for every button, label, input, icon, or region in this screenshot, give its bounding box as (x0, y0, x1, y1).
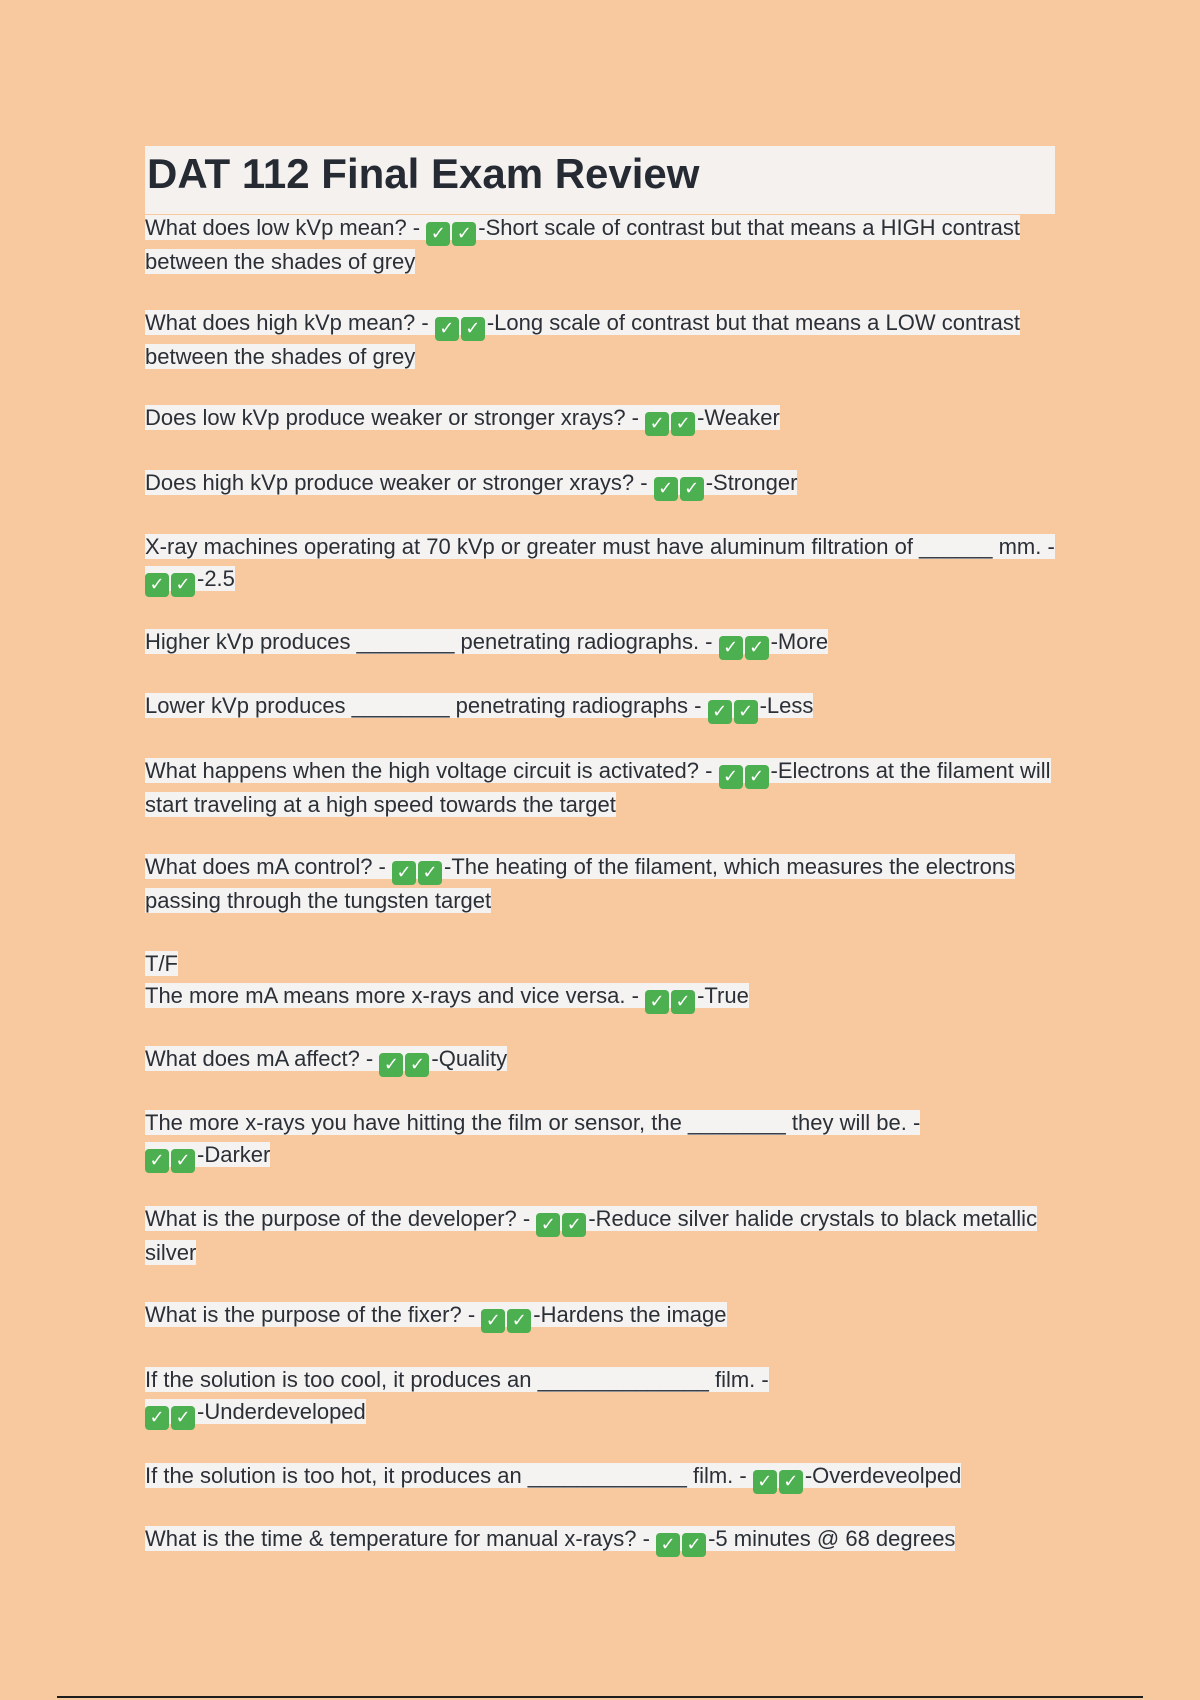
check-icon: ✓ (708, 700, 732, 724)
question-text: What is the purpose of the developer? - (145, 1206, 537, 1231)
check-icon: ✓ (507, 1309, 531, 1333)
qa-item-10 (145, 948, 1065, 1014)
answer-text: -Hardens the image (533, 1302, 727, 1327)
question-text: What does high kVp mean? - (145, 310, 435, 335)
question-text: What does mA affect? - (145, 1046, 380, 1071)
question-text: What is the time & temperature for manual x-rays? - (145, 1526, 657, 1551)
check-icon: ✓ (645, 990, 669, 1014)
question-text: The more x-rays you have hitting the film or sensor, the ________ they will be. - (145, 1110, 921, 1135)
answer-text: -True (697, 983, 749, 1008)
check-icon: ✓ (481, 1309, 505, 1333)
check-icon: ✓ (461, 317, 485, 341)
qa-item-1 (145, 212, 1065, 278)
qa-item-4 (145, 467, 1065, 501)
check-icon: ✓ (379, 1053, 403, 1077)
answer-text: -Overdeveolped (804, 1463, 962, 1488)
question-text: If the solution is too cool, it produces an ______________ film. - (145, 1367, 769, 1392)
check-icon: ✓ (645, 412, 669, 436)
qa-item-11 (145, 1043, 1065, 1077)
check-icon: ✓ (392, 861, 416, 885)
qa-item-14 (145, 1299, 1065, 1333)
question-text: What happens when the high voltage circuit is activated? - (145, 758, 719, 783)
check-icon: ✓ (682, 1533, 706, 1557)
question-text: Does high kVp produce weaker or stronger xrays? - (145, 470, 654, 495)
check-icon: ✓ (562, 1213, 586, 1237)
answer-text: -Reduce silver halide crystals to black metallic silver (145, 1206, 1038, 1265)
check-icon: ✓ (435, 317, 459, 341)
qa-item-3 (145, 402, 1065, 436)
check-icon: ✓ (719, 765, 743, 789)
check-icon: ✓ (753, 1470, 777, 1494)
answer-text: -Quality (431, 1046, 508, 1071)
question-text: X-ray machines operating at 70 kVp or greater must have aluminum filtration of ______ mm. - (145, 534, 1055, 559)
answer-text: -Electrons at the filament will start traveling at a high speed towards the target (145, 758, 1051, 817)
question-text: What is the purpose of the fixer? - (145, 1302, 482, 1327)
question-text: What does mA control? - (145, 854, 392, 879)
check-icon: ✓ (680, 477, 704, 501)
question-text: Lower kVp produces ________ penetrating radiographs - (145, 693, 708, 718)
qa-item-16 (145, 1460, 1065, 1494)
check-icon: ✓ (745, 765, 769, 789)
check-icon: ✓ (671, 990, 695, 1014)
check-icon: ✓ (671, 412, 695, 436)
check-icon: ✓ (405, 1053, 429, 1077)
answer-text: -5 minutes @ 68 degrees (708, 1526, 956, 1551)
check-icon: ✓ (656, 1533, 680, 1557)
answer-text: -Long scale of contrast but that means a LOW contrast between the shades of grey (145, 310, 1020, 369)
qa-item-7 (145, 690, 1065, 724)
tf-prefix: T/F (145, 951, 178, 976)
check-icon: ✓ (418, 861, 442, 885)
check-icon: ✓ (171, 1149, 195, 1173)
question-text: If the solution is too hot, it produces an _____________ film. - (145, 1463, 753, 1488)
answer-text: -2.5 (197, 566, 235, 591)
question-text: The more mA means more x-rays and vice versa. - (145, 983, 646, 1008)
question-text: Higher kVp produces ________ penetrating radiographs. - (145, 629, 719, 654)
qa-item-8 (145, 755, 1065, 821)
qa-item-12 (145, 1107, 1065, 1173)
check-icon: ✓ (734, 700, 758, 724)
answer-text: -Less (759, 693, 814, 718)
check-icon: ✓ (779, 1470, 803, 1494)
check-icon: ✓ (171, 1406, 195, 1430)
page-title: DAT 112 Final Exam Review (147, 150, 700, 197)
check-icon: ✓ (145, 573, 169, 597)
qa-item-13 (145, 1203, 1065, 1269)
check-icon: ✓ (719, 636, 743, 660)
check-icon: ✓ (745, 636, 769, 660)
qa-item-9 (145, 851, 1065, 917)
question-text: What does low kVp mean? - (145, 215, 427, 240)
answer-text: -Darker (197, 1142, 271, 1167)
qa-item-2 (145, 307, 1065, 373)
question-text: Does low kVp produce weaker or stronger xrays? - (145, 405, 646, 430)
check-icon: ✓ (654, 477, 678, 501)
check-icon: ✓ (452, 222, 476, 246)
answer-text: -Stronger (705, 470, 798, 495)
qa-item-15 (145, 1364, 1065, 1430)
answer-text: -The heating of the filament, which measures the electrons passing through the tungsten target (145, 854, 1016, 913)
page-bottom-rule (57, 1696, 1143, 1698)
check-icon: ✓ (171, 573, 195, 597)
check-icon: ✓ (536, 1213, 560, 1237)
qa-item-6 (145, 626, 1065, 660)
check-icon: ✓ (145, 1406, 169, 1430)
qa-item-5 (145, 531, 1065, 597)
answer-text: -Underdeveloped (197, 1399, 366, 1424)
check-icon: ✓ (145, 1149, 169, 1173)
qa-item-17 (145, 1523, 1065, 1557)
check-icon: ✓ (426, 222, 450, 246)
answer-text: -Short scale of contrast but that means a HIGH contrast between the shades of grey (145, 215, 1020, 274)
answer-text: -Weaker (697, 405, 780, 430)
answer-text: -More (770, 629, 829, 654)
